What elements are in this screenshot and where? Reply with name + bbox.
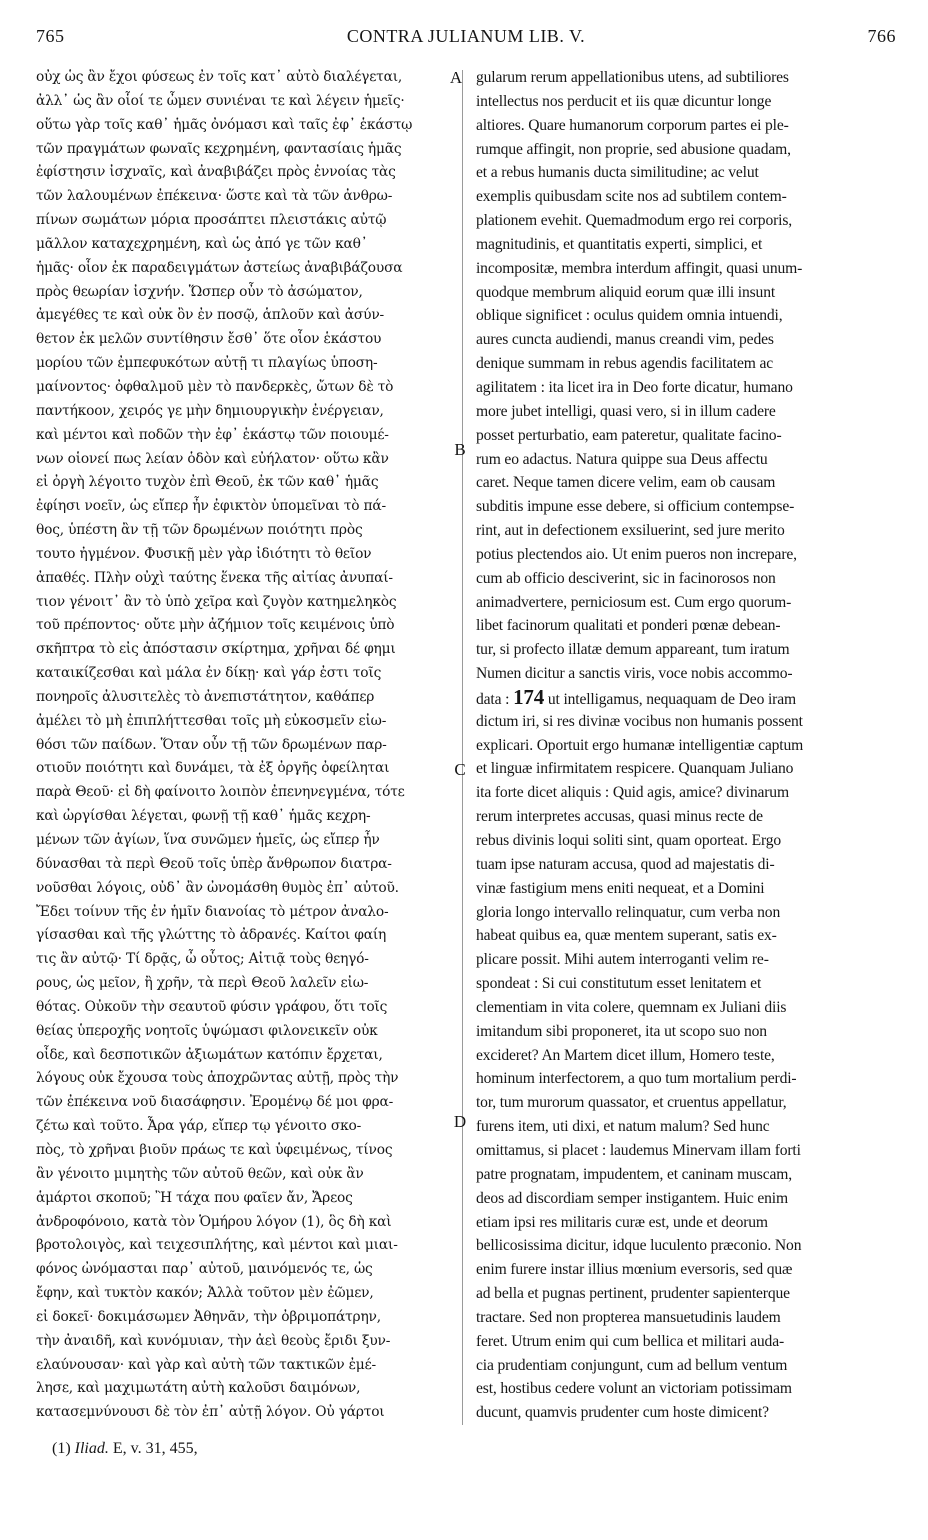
latin-line: agilitatem : ita licet ira in Deo forte dicatur, humano <box>476 378 793 396</box>
greek-line: τοῦ πρέποντος· οὔτε μὴν ἀζήμιον τοῖς κειμένοις ὑπὸ <box>36 617 395 634</box>
latin-line: more jubet intelligi, quasi vero, si in illum cadere <box>476 402 776 420</box>
greek-line: θείας ὑπεροχῆς νοητοῖς ὑψώμασι φιλονεικεῖν οὐκ <box>36 1022 378 1039</box>
latin-line: spondeat : Si cui constitutum esset lenitatem et <box>476 975 762 993</box>
latin-line: enim furere instar illius mœnium eversoris, sed quæ <box>476 1261 793 1279</box>
footnote-reference: Iliad. <box>74 1440 109 1457</box>
greek-line: ἡμᾶς· οἷον ἐκ παραδειγμάτων ἀστείως ἀναβιβάζουσα <box>36 259 403 276</box>
latin-line: tur, si profecto illatæ demum appareant, tum iratum <box>476 641 790 659</box>
latin-line: rint, aut in defectionem exsiluerint, sed jure merito <box>476 522 785 540</box>
latin-line: patre prognatam, impudentem, et caninam muscam, <box>476 1165 792 1183</box>
greek-line: ἁμάρτοι σκοποῦ; Ἢ τάχα που φαῖεν ἄν, Ἄρεος <box>36 1189 353 1206</box>
greek-line: μορίου τῶν ἐμπεφυκότων αὐτῇ τι πλαγίως ὑποση- <box>36 355 378 372</box>
page-number-left: 765 <box>36 26 65 46</box>
greek-line: τις ἂν αὐτῷ· Τί δρᾷς, ὦ οὗτος; Αἰτιᾷ τοὺς θεηγό- <box>36 951 369 968</box>
latin-line: tractare. Sed non propterea mansuetudinis laudem <box>476 1308 781 1326</box>
greek-line: ἀμέλει τὸ μὴ ἐπιπλήττεσθαι τοῖς μὴ εὐκοσμεῖν εἰω- <box>36 712 387 729</box>
latin-line: caret. Neque tamen dicere velim, eam ob causam <box>476 474 776 492</box>
latin-line: hominum interfectorem, a quo tum mortalium perdi- <box>476 1070 797 1088</box>
latin-line: gularum rerum appellationibus utens, ad subtiliores <box>476 69 789 86</box>
latin-line: habeat quibus ea, quæ mentem superant, satis ex- <box>476 927 777 945</box>
latin-line: excideret? An Martem dicet illum, Homero teste, <box>476 1046 775 1064</box>
greek-line: ἂν γένοιτο μιμητὴς τῶν αὐτοῦ θεῶν, καὶ οὐκ ἂν <box>36 1165 364 1182</box>
latin-line: et linguæ infirmitatem respicere. Quanquam Juliano <box>476 760 794 778</box>
greek-line: ρους, ὡς μεῖον, ἢ χρῆν, τὰ περὶ Θεοῦ λαλεῖν εἰω- <box>36 975 369 992</box>
greek-line: παντήκοον, χειρός γε μὴν δημιουργικὴν ἐνέργειαν, <box>36 402 384 419</box>
latin-line: magnitudinis, et quantitatis experti, simplici, et <box>476 235 763 253</box>
margin-marker-a: A <box>449 68 463 87</box>
latin-line: vinæ fastigium mens eniti nequeat, et a Domini <box>476 879 765 897</box>
greek-line: εἰ ὀργὴ λέγοιτο τυχὸν ἐπὶ Θεοῦ, ἐκ τῶν καθ᾽ ἡμᾶς <box>36 474 379 491</box>
latin-line: clementiam in vita colere, quemnam ex Juliani diis <box>476 998 787 1016</box>
greek-line: τῶν ἐπέκεινα νοῦ διασάφησιν. Ἐρομένῳ δέ μοι φρα- <box>36 1094 394 1111</box>
latin-line: altiores. Quare humanorum corporum partes ei ple- <box>476 116 789 134</box>
footnote-text: E, v. 31, 455, <box>112 1440 198 1457</box>
latin-line <box>476 686 896 710</box>
greek-line: φόνος ὠνόμασται παρ᾽ αὐτοῦ, μαινόμενός τε, ὡς <box>36 1261 373 1278</box>
greek-line: οτιοῦν ποιότητι καὶ δυνάμει, τὰ ἐξ ὀργῆς ὀφείληται <box>36 760 390 777</box>
greek-line: θετον ἐκ μελῶν συντίθησιν ἔσθ᾽ ὅτε οἷον ἑκάστου <box>36 331 382 348</box>
latin-line: animadvertere, perniciosum est. Cum ergo quorum- <box>476 593 792 611</box>
latin-line: bellicosissima dicitur, idque luculento præconio. Non <box>476 1237 802 1255</box>
greek-line: τῶν πραγμάτων φωναῖς κεχρημένη, φαντασίαις ἡμᾶς <box>36 140 402 157</box>
greek-line: οὐχ ὡς ἂν ἔχοι φύσεως ἐν τοῖς κατ᾽ αὐτὸ διαλέγεται, <box>36 69 403 85</box>
latin-line: rebus divinis loqui soliti sint, quam oporteat. Ergo <box>476 832 782 849</box>
latin-line: exemplis quibusdam scite nos ad subtilem contem- <box>476 188 787 206</box>
margin-marker-b: B <box>454 440 466 459</box>
greek-line: γίσασθαι καὶ τῆς γλώττης τὸ ἀδρανές. Καίτοι φαίη <box>36 927 387 944</box>
greek-line: τιον γένοιτ᾽ ἂν τὸ ὑπὸ χεῖρα καὶ ζυγὸν κατημεληκὸς <box>36 593 397 610</box>
greek-line: παρὰ Θεοῦ· εἰ δὴ φαίνοιτο λοιπὸν ἐπενηνεγμένα, τότε <box>36 784 405 801</box>
greek-line: τουτο ἠγμένον. Φυσικῇ μὲν γὰρ ἰδιότητι τὸ θεῖον <box>36 545 372 562</box>
latin-line: intellectus nos perducit et iis quæ dicuntur longe <box>476 92 772 110</box>
greek-line: καὶ μέντοι καὶ ποδῶν τὴν ἐφ᾽ ἑκάστῳ τῶν ποιουμέ- <box>36 426 389 443</box>
latin-line: est, hostibus cedere volunt an victoriam potissimam <box>476 1380 792 1398</box>
latin-line: subditis impune esse debere, si officium contempse- <box>476 498 795 516</box>
latin-line: potius plectendos aio. Ut enim pueros non increpare, <box>476 545 797 563</box>
greek-line: μᾶλλον καταχεχρημένη, καὶ ὡς ἀπό γε τῶν καθ᾽ <box>36 235 368 252</box>
greek-line: νων οἱονεί πως λείαν ὁδὸν καὶ εὐήλατον· οὕτω κἂν <box>36 450 389 467</box>
greek-line: εἰ δοκεῖ· δοκιμάσωμεν Ἀθηνᾶν, τὴν ὀβριμοπάτρην, <box>36 1308 381 1325</box>
latin-line: rerum interpretes accusas, quasi minus recte de <box>476 808 763 826</box>
latin-line: aures cuncta audiendi, manus creandi vim, pedes <box>476 331 774 349</box>
greek-line: ελαύνουσαν· καὶ γὰρ καὶ αὐτὴ τῶν τακτικῶν ἐμέ- <box>36 1356 376 1373</box>
latin-line: feret. Utrum enim qui cum bellica et militari auda- <box>476 1332 785 1350</box>
greek-line: ἀλλ᾽ ὡς ἂν οἷοί τε ὦμεν συνιέναι τε καὶ λέγειν ἡμεῖς· <box>36 92 405 109</box>
footnote-mark: (1) <box>52 1440 71 1457</box>
greek-line: τῶν λαλουμένων ἐπέκεινα· ὥστε καὶ τὰ τῶν ἀνθρω- <box>36 188 393 205</box>
greek-line: καταικίζεσθαι καὶ μάλα ἐν δίκῃ· καὶ γάρ ἐστι τοῖς <box>36 665 382 682</box>
latin-line: posset perturbatio, eam pateretur, qualitate facino- <box>476 426 782 444</box>
latin-line: ita forte dicet aliquis : Quid agis, amice? divinarum <box>476 784 789 802</box>
page-number-right: 766 <box>867 26 896 46</box>
latin-line: etiam ipsi res militaris curæ est, unde et deorum <box>476 1213 768 1231</box>
latin-line: libet facinorum qualitati et ponderi pœnæ debean- <box>476 617 781 635</box>
greek-line: ἀνδροφόνοιο, κατὰ τὸν Ὁμήρου λόγον (1), ὃς δὴ καὶ <box>36 1213 392 1230</box>
greek-line: οὕτω γὰρ τοῖς καθ᾽ ἡμᾶς ὀνόμασι καὶ ταῖς ἐφ᾽ ἑκάστῳ <box>36 116 413 133</box>
latin-line: ad bella et pugnas pertinent, prudenter sapienterque <box>476 1285 790 1303</box>
latin-line: plicare possit. Mihi autem interroganti velim re- <box>476 951 769 969</box>
latin-line: gloria longo intervallo relinquatur, cum verba non <box>476 903 781 921</box>
latin-line: cum ab officio desciverint, sic in facinorosos non <box>476 569 776 587</box>
greek-line: δύνασθαι τὰ περὶ Θεοῦ τοῖς ὑπὲρ ἄνθρωπον διατρα- <box>36 855 392 872</box>
latin-line: ducunt, quamvis prudenter cum hoste dimicent? <box>476 1404 769 1422</box>
latin-line: denique summam in rebus agendis facilitatem ac <box>476 355 774 373</box>
greek-line: ἀμεγέθες τε καὶ οὐκ ὂν ἐν ποσῷ, ἁπλοῦν καὶ ἀσύν- <box>36 307 384 324</box>
greek-line: ἐφίησι νοεῖν, ὡς εἴπερ ἦν ἐφικτὸν ὑπομεῖναι τὸ πά- <box>36 498 386 515</box>
greek-line: μένων τῶν ἁγίων, ἵνα συνῶμεν ἡμεῖς, ὡς εἴπερ ἦν <box>36 832 380 848</box>
running-header <box>36 26 896 56</box>
latin-line: furens item, uti dixi, et natum malum? Sed hunc <box>476 1118 770 1136</box>
greek-line: πρὸς θεωρίαν ἰσχνήν. Ὥσπερ οὖν τὸ ἀσώματον, <box>36 283 363 300</box>
greek-line: πὸς, τὸ χρῆναι βιοῦν πράως τε καὶ ὑφειμένως, τίνος <box>36 1141 393 1158</box>
greek-line: κατασεμνύνουσι δὲ τὸν ἐπ᾽ αὐτῇ λόγον. Οὐ γάρτοι <box>36 1404 385 1421</box>
running-title: CONTRA JULIANUM LIB. V. <box>346 26 586 46</box>
greek-line: τὴν ἀναιδῆ, καὶ κυνόμυιαν, τὴν ἀεὶ θεοὺς ἔριδι ξυν- <box>36 1332 391 1349</box>
latin-line: rumque affingit, non proprie, sed abusione quadam, <box>476 140 791 158</box>
latin-line: rum eo adactus. Natura quippe sua Deus affectu <box>476 450 768 468</box>
greek-line: μαίνοντος· ὀφθαλμοῦ μὲν τὸ πανδερκὲς, ὤτων δὲ τὸ <box>36 378 394 395</box>
marginal-page-number: 174 <box>513 685 545 709</box>
greek-line: θόσι τῶν παίδων. Ὅταν οὖν τῇ τῶν δρωμένων παρ- <box>36 736 387 753</box>
greek-line: θος, ὑπέστη ἂν τῇ τῶν δρωμένων ποιότητι πρὸς <box>36 522 363 539</box>
footnote <box>52 1440 198 1458</box>
latin-line: incompositæ, membra interdum affingit, quasi unum- <box>476 259 803 277</box>
greek-line: ζέτω καὶ τοῦτο. Ἆρα γάρ, εἴπερ τῳ γένοιτο σκο- <box>36 1118 362 1135</box>
latin-line: oblique significet : oculus quidem omnia intuendi, <box>476 307 783 325</box>
greek-line: καὶ ὠργίσθαι λέγεται, φωνῇ τῇ καθ᾽ ἡμᾶς κεχρη- <box>36 808 371 825</box>
latin-line-start: data : <box>476 690 510 708</box>
greek-line: θότας. Οὐκοῦν τὴν σεαυτοῦ φύσιν γράφου, ὅτι τοῖς <box>36 998 388 1015</box>
greek-line: νοῦσθαι λόγοις, οὐδ᾽ ἂν ὠνομάσθη θυμὸς ἐπ᾽ αὐτοῦ. <box>36 879 399 896</box>
greek-line: πονηροῖς ἀλυσιτελὲς τὸ ἀνεπιστάτητον, καθάπερ <box>36 688 375 705</box>
latin-line: tor, tum murorum quassator, et cruentus appellatur, <box>476 1094 787 1112</box>
latin-line: omittamus, si placet : laudemus Minervam illam forti <box>476 1141 801 1159</box>
latin-line: imitandum sibi proponeret, ita ut scopo suo non <box>476 1022 767 1040</box>
latin-line: et a rebus humanis ducta similitudine; ac velut <box>476 164 759 182</box>
latin-line: deos ad discordiam semper instigantem. Huic enim <box>476 1189 788 1207</box>
greek-line: λησε, καὶ μαχιμωτάτη αὐτὴ καλοῦσι δαιμόνων, <box>36 1380 361 1397</box>
latin-line: tuam ipse naturam accusa, quod ad majestatis di- <box>476 855 775 873</box>
latin-line: dictum iri, si res divinæ vocibus non humanis possent <box>476 712 803 730</box>
greek-line: σκῆπτρα τὸ εἰς ἀπόστασιν σκίρτημα, χρῆναι δέ φημι <box>36 641 396 658</box>
greek-line: Ἔδει τοίνυν τῆς ἐν ἡμῖν διανοίας τὸ μέτρον ἀναλο- <box>36 903 389 920</box>
margin-marker-d: D <box>453 1112 467 1131</box>
greek-line: οἶδε, καὶ δεσποτικῶν ἀξιωμάτων κατόπιν ἔρχεται, <box>36 1046 383 1063</box>
latin-line: explicari. Oportuit ergo humanæ intelligentiæ captum <box>476 736 804 754</box>
margin-marker-c: C <box>454 760 466 779</box>
latin-line: cia prudentiam conjungunt, cum ad bellum ventum <box>476 1356 788 1374</box>
greek-text-column <box>36 66 450 1425</box>
latin-line: plationem evehit. Quemadmodum ergo rei corporis, <box>476 212 792 230</box>
greek-line: πίνων σωμάτων μόρια προσάπτει πλειστάκις αὐτῷ <box>36 212 387 229</box>
greek-line: βροτολοιγὸς, καὶ τειχεσιπλήτης, καὶ μέντοι καὶ μιαι- <box>36 1237 398 1254</box>
latin-line: Numen dicitur a sanctis viris, voce nobis accommo- <box>476 665 793 683</box>
greek-line: ἔφην, καὶ τυκτὸν κακόν; Ἀλλὰ τοῦτον μὲν ἐῶμεν, <box>36 1285 374 1302</box>
latin-line: quodque membrum aliquid eorum quæ illi insunt <box>476 283 776 301</box>
latin-text-column <box>476 66 896 1425</box>
greek-line: ἀπαθές. Πλὴν οὐχὶ ταύτης ἕνεκα τῆς αἰτίας ἀνυπαί- <box>36 569 393 586</box>
column-divider <box>462 70 463 1425</box>
greek-line: ἐφίστησιν ἰσχναῖς, καὶ ἀναβιβάζει πρὸς ἐννοίας τὰς <box>36 164 396 181</box>
latin-line-end: ut intelligamus, nequaquam de Deo iram <box>547 690 796 708</box>
greek-line: λόγους οὐκ ἔχουσα τοὺς ἀποχρῶντας αὐτῇ, πρὸς τὴν <box>36 1070 399 1087</box>
